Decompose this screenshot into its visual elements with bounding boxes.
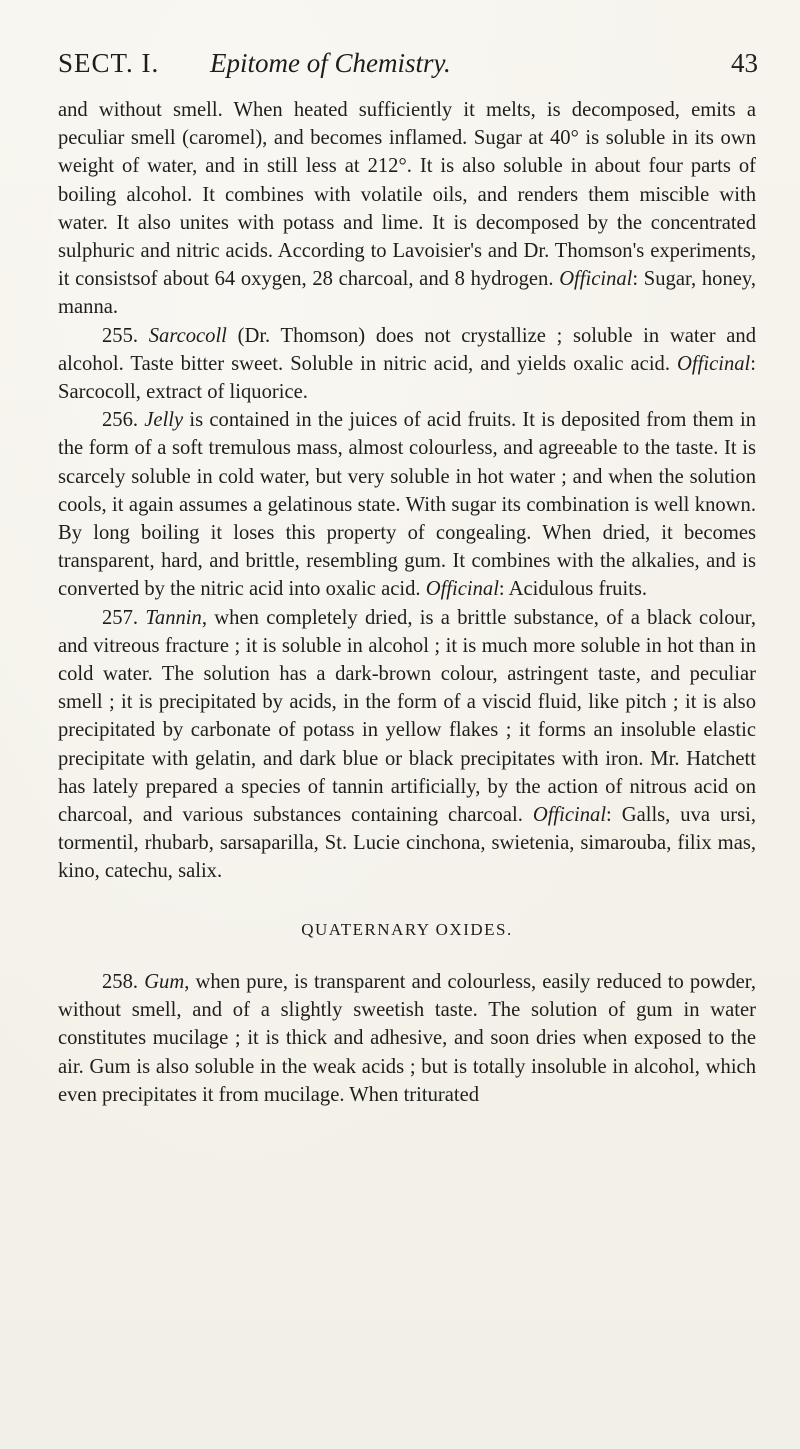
paragraph-258: [58, 968, 756, 1109]
officinal-label: Officinal: [425, 578, 499, 601]
paragraph-number: 257.: [102, 606, 139, 629]
paragraph-sugar-continued: [58, 96, 756, 322]
paragraph-257: [58, 604, 756, 886]
paragraph-term: Sarcocoll: [148, 324, 227, 347]
officinal-text: : Galls, uva ursi, tormentil, rhubarb, sarsaparilla, St. Lucie cinchona, swietenia, simarouba, filix mas, kino, catechu, salix.: [58, 804, 756, 883]
body-text: [58, 96, 756, 1109]
section-label: SECT. I.: [58, 48, 160, 78]
section-heading: QUATERNARY OXIDES.: [301, 919, 513, 939]
paragraph-text: and without smell. When heated sufficiently it melts, is decomposed, emits a peculiar smell (caromel), and becomes inflamed. Sugar at 40° is soluble in its own weight of water, and in still less at 212°. It is also soluble in about four parts of boiling alcohol. It combines with volatile oils, and renders them miscible with water. It also unites with potass and lime. It is decomposed by the concentrated sulphuric and nitric acids. According to Lavoisier's and Dr. Thomson's experiments, it consistsof about 64 oxygen, 28 charcoal, and 8 hydrogen.: [58, 99, 756, 291]
paragraph-term: Gum: [144, 970, 185, 993]
page-number: 43: [731, 48, 758, 78]
paragraph-text: , when pure, is transparent and colourless, easily reduced to powder, without smell, and of a slightly sweetish taste. The solution of gum in water constitutes mucilage ; it is thick and adhesive, and soon dries when exposed to the air. Gum is also soluble in the weak acids ; but is totally insoluble in alcohol, which even precipitates it from mucilage. When triturated: [58, 970, 756, 1106]
paragraph-term: Tannin: [145, 606, 202, 629]
paragraph-256: [58, 406, 756, 603]
paragraph-255: [58, 322, 756, 407]
officinal-text: : Sugar, honey, manna.: [58, 268, 756, 319]
page-title: Epitome of Chemistry.: [210, 48, 451, 78]
paragraph-number: 255.: [102, 324, 139, 347]
officinal-text: : Acidulous fruits.: [498, 578, 648, 601]
paragraph-text: is contained in the juices of acid fruits. It is deposited from them in the form of a soft tremulous mass, almost colourless, and agreeable to the taste. It is scarcely soluble in cold water, but very soluble in hot water ; and when the solution cools, it again assumes a gelatinous state. With sugar its combination is well known. By long boiling it loses this property of congealing. When dried, it becomes transparent, hard, and brittle, resembling gum. It combines with the alkalies, and is converted by the nitric acid into oxalic acid.: [58, 409, 757, 601]
running-head: [58, 46, 758, 80]
officinal-label: Officinal: [532, 804, 607, 827]
officinal-text: : Sarcocoll, extract of liquorice.: [58, 352, 756, 404]
paragraph-number: 258.: [102, 970, 139, 993]
paragraph-text: (Dr. Thomson) does not crystallize ; soluble in water and alcohol. Taste bitter sweet. Soluble in nitric acid, and yields oxalic acid.: [58, 324, 756, 375]
paragraph-term: Jelly: [144, 409, 184, 432]
paragraph-text: , when completely dried, is a brittle substance, of a black colour, and vitreous fracture ; it is soluble in alcohol ; it is much more soluble in hot than in cold water. The solution has a dark-brown colour, astringent taste, and peculiar smell ; it is precipitated by acids, in the form of a viscid fluid, like pitch ; it is also precipitated by carbonate of potass in yellow flakes ; it forms an insoluble elastic precipitate with gelatin, and dark blue or black precipitates with iron. Mr. Hatchett has lately prepared a species of tannin artificially, by the action of nitrous acid on charcoal, and various substances containing charcoal.: [58, 606, 756, 827]
officinal-label: Officinal: [559, 268, 633, 291]
officinal-label: Officinal: [677, 352, 751, 375]
paragraph-number: 256.: [102, 409, 139, 432]
